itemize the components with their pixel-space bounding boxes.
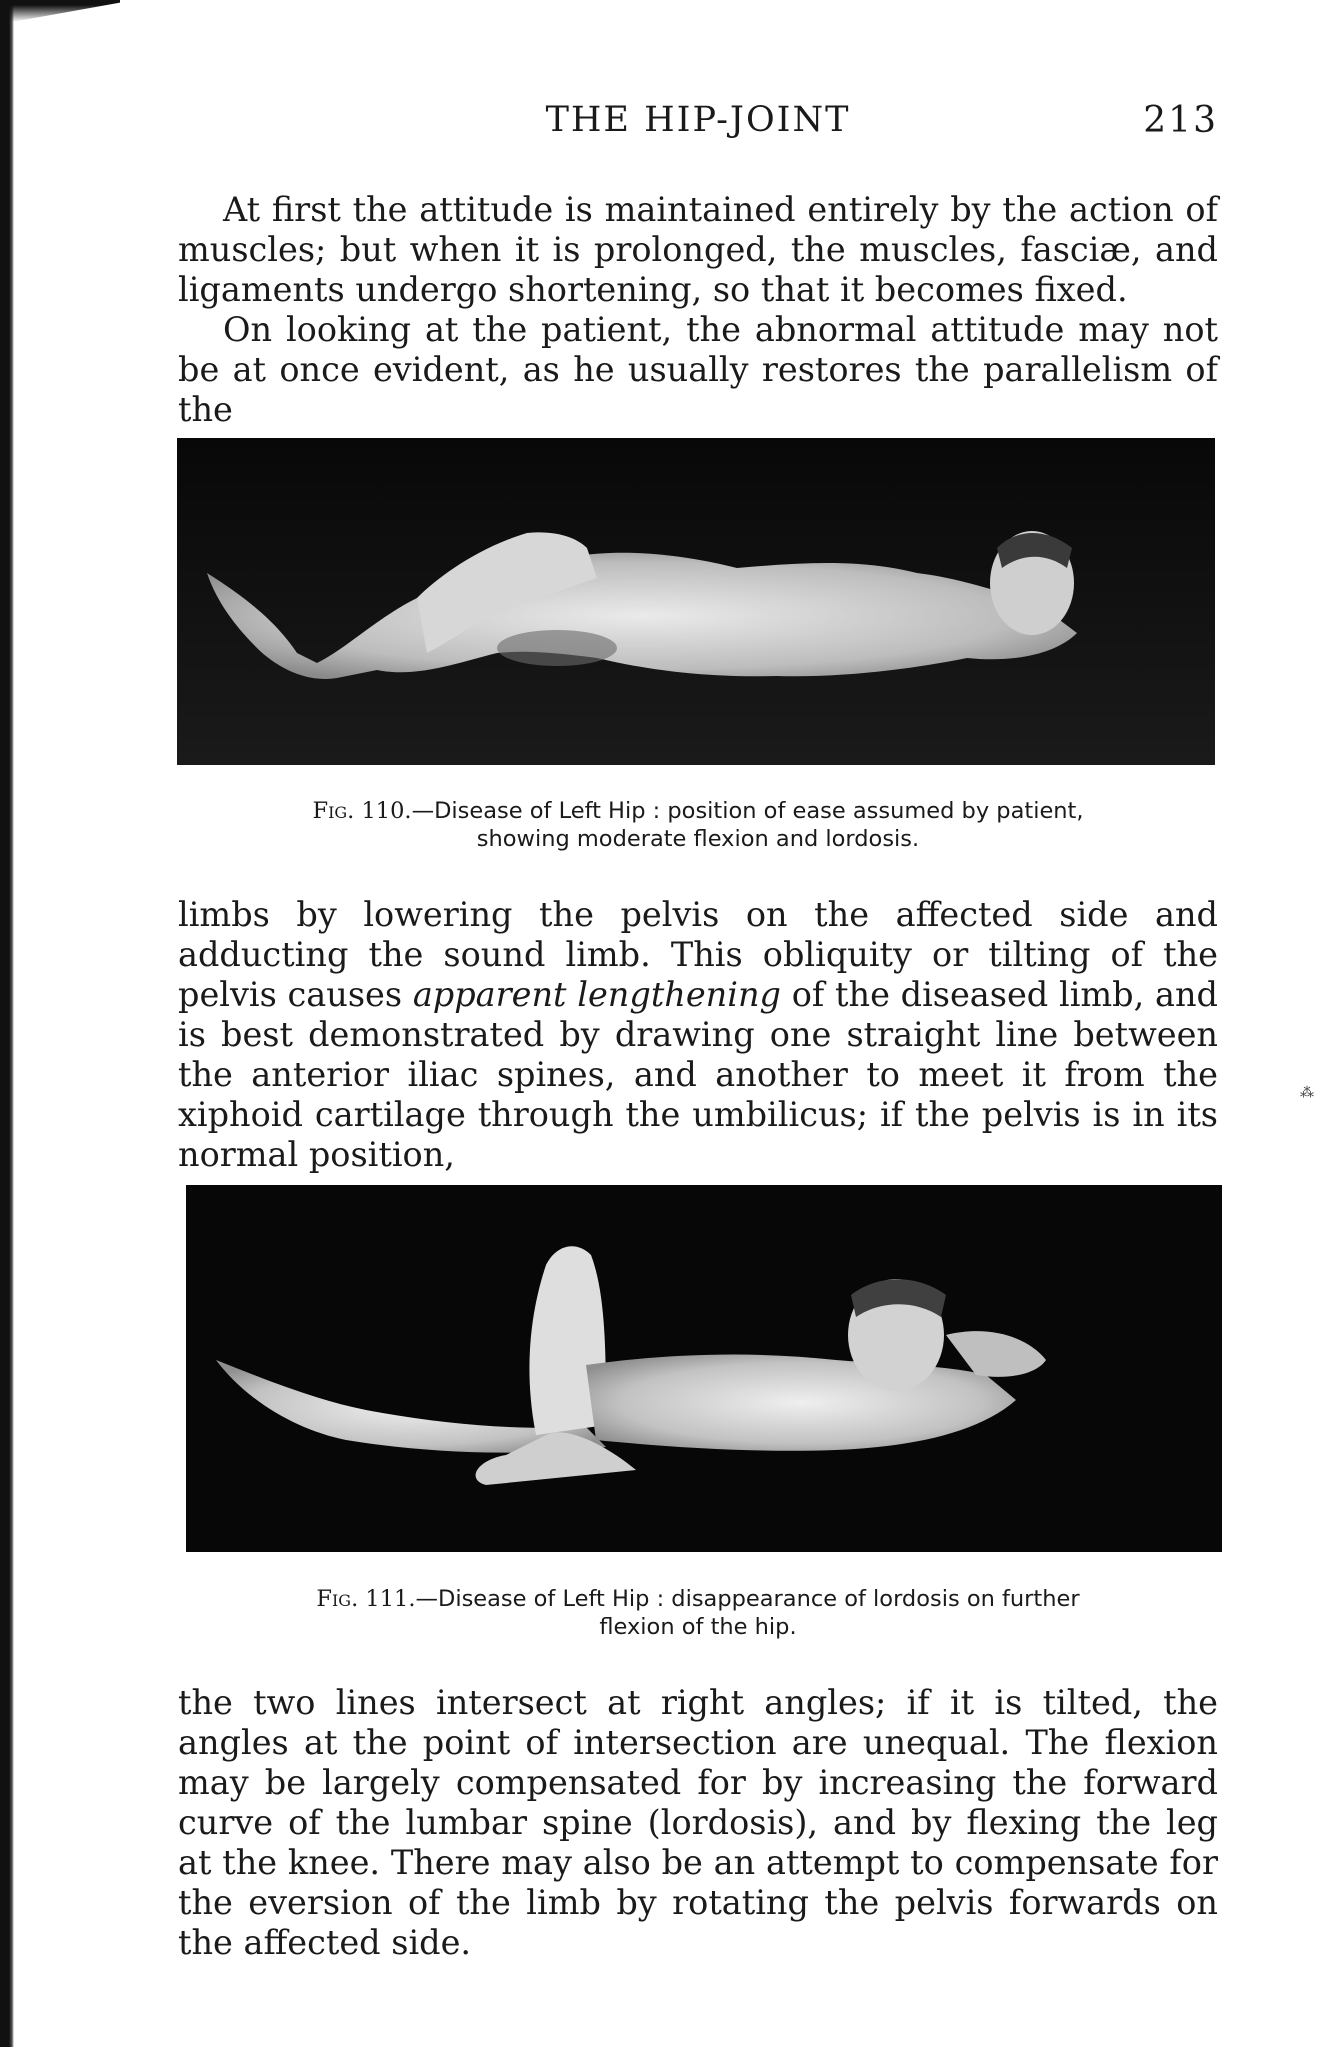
paragraph-attitude: At first the attitude is maintained entirely by the action of muscles; but when it is prolonged, the muscles, fasciæ, and ligaments undergo shortening, so that it becomes fixed. <box>178 190 1218 309</box>
page-spine-edge <box>0 0 14 2047</box>
paragraph-compensation: the two lines intersect at right angles; if it is tilted, the angles at the point of intersection are unequal. The flexion may be largely compensated for by increasing the forward curve of the lumbar spine (lordosis), and by flexing the leg at the knee. There may also be an attempt to compensate for the eversion of the limb by rotating the pelvis forwards on the affected side. <box>178 1683 1218 1962</box>
figure-110-photo <box>177 438 1215 765</box>
page-corner-shadow <box>0 0 120 22</box>
figure-110-caption <box>178 797 1218 853</box>
text-block-top <box>178 190 1218 430</box>
figure-110-label: Fig. 110. <box>312 798 412 824</box>
figure-110-caption-line1: —Disease of Left Hip : position of ease assumed by patient, <box>411 798 1084 824</box>
figure-111-label: Fig. 111. <box>316 1586 416 1612</box>
figure-111-caption-line2: flexion of the hip. <box>599 1614 797 1640</box>
figure-110-caption-line2: showing moderate flexion and lordosis. <box>476 826 920 852</box>
patient-lying-further-flexion-photo <box>186 1185 1222 1552</box>
page-number: 213 <box>1143 100 1218 141</box>
figure-111-caption <box>178 1585 1218 1641</box>
margin-mark: ⁂ <box>1300 1085 1314 1101</box>
paragraph-pelvis-tilt <box>178 895 1218 1175</box>
running-header-title: THE HIP-JOINT <box>545 100 851 140</box>
figure-111-caption-line1: —Disease of Left Hip : disappearance of lordosis on further <box>415 1586 1080 1612</box>
paragraph-pelvis-tilt-a: limbs by lowering the pelvis on the affected side and adducting the sound limb. This obliquity or tilting of the pelvis causes <box>178 895 1218 1014</box>
text-block-bottom <box>178 1683 1218 1963</box>
paragraph-pelvis-tilt-b: of the diseased limb, and is best demonstrated by drawing one straight line between the anterior iliac spines, and another to meet it from the xiphoid cartilage through the umbilicus; if the pelvis is in its normal position, <box>178 975 1218 1174</box>
running-header <box>178 100 1218 150</box>
patient-lying-flexion-photo <box>177 438 1215 765</box>
figure-111-photo <box>186 1185 1222 1552</box>
term-apparent-lengthening: apparent lengthening <box>412 975 781 1014</box>
paragraph-patient: On looking at the patient, the abnormal attitude may not be at once evident, as he usually restores the parallelism of the <box>178 310 1218 429</box>
text-block-middle <box>178 895 1218 1175</box>
